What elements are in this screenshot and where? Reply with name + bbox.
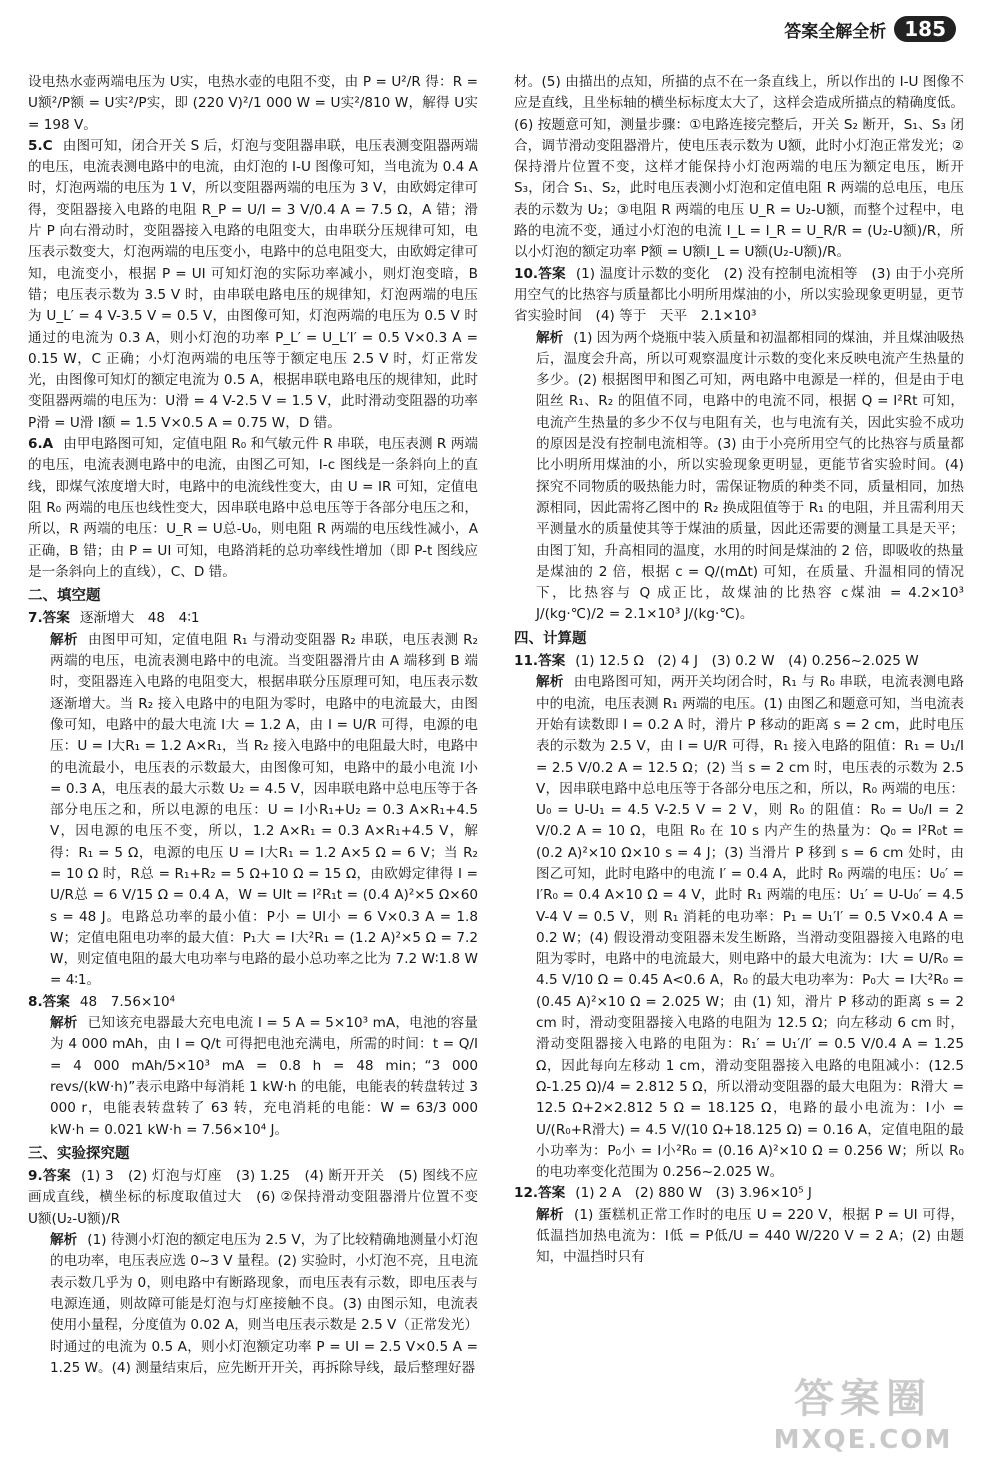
text-paragraph: [514, 72, 964, 264]
paragraph-text: 由图甲可知，定值电阻 R₁ 与滑动变阻器 R₂ 串联，电压表测 R₂ 两端的电压，电流表测电路中的电流。当变阻器滑片由 A 端移到 B 端时，变阻器连入电路的电阻变大，根据串联分压原理可知，电压表示数逐渐增大。当 R₂ 接入电路中的电阻为零时，电路中的电流最大，由图像可知，电路中的最大电流 I大 = 1.2 A，由 I = U/R 可得，电源的电压：U = I大R₁ = 1.2 A×R₁，当 R₂ 接入电路中的电阻最大时，电路中的电流最小，电压表的示数最大，由图像可知，电路中的最小电流 I小 = 0.3 A，电压表的最大示数 U₂ = 4.5 V，因串联电路中总电压等于各部分电压之和，所以电源的电压：U = I小R₁+U₂ = 0.3 A×R₁+4.5 V，因电源的电压不变，所以，1.2 A×R₁ = 0.3 A×R₁+4.5 V，解得：R₁ = 5 Ω，电源的电压 U = I大R₁ = 1.2 A×5 Ω = 6 V；当 R₂ = 10 Ω 时，R总 = R₁+R₂ = 5 Ω+10 Ω = 15 Ω，由欧姆定律得 I = U/R总 = 6 V/15 Ω = 0.4 A，W = UIt = I²R₁t = (0.4 A)²×5 Ω×60 s = 48 J。电路总功率的最小值：P小 = UI小 = 6 V×0.3 A = 1.8 W；定值电阻电功率的最大值：P₁大 = I大²R₁ = (1.2 A)²×5 Ω = 7.2 W，则定值电阻的最大电功率与电路的最小总功率之比为 7.2 W∶1.8 W = 4∶1。: [50, 631, 478, 989]
question-label: 解析: [50, 631, 78, 648]
answer-paragraph: [28, 992, 478, 1013]
paragraph-text: 逐渐增大 48 4∶1: [79, 610, 200, 627]
right-column: [514, 72, 964, 1269]
section-heading: 四、计算题: [514, 630, 587, 647]
answer-paragraph: [28, 1166, 492, 1230]
paragraph-text: (1) 蛋糕机正常工作时的电压 U = 220 V，根据 P = UI 可得，低温挡加热电流为：I低 = P低/U = 440 W/220 V = 2 A；(2) 由题知，中温挡时只有: [536, 1206, 965, 1266]
answer-paragraph: [28, 434, 478, 583]
answer-paragraph: [514, 328, 964, 626]
question-label: 10.答案: [514, 265, 566, 282]
watermark-url: MXQE.COM: [773, 1425, 953, 1455]
question-label: 7.答案: [28, 610, 70, 627]
answer-paragraph: [28, 608, 478, 629]
watermark-text: 答案圈: [794, 1376, 932, 1422]
paragraph-text: 由图可知，闭合开关 S 后，灯泡与变阻器串联，电压表测变阻器两端的电压，电流表测电路中的电流，由灯泡的 I-U 图像可知，当电流为 0.4 A 时，灯泡两端的电压为 1 V，所以变阻器两端的电压为 3 V，由欧姆定律可得，变阻器接入电路的电阻 R_P = U/I = 3 V/0.4 A = 7.5 Ω，A 错；滑片 P 向右滑动时，变阻器接入电路的电阻变大，由串联分压规律可知，电压表示数变大，灯泡两端的电压变小，电路中的总电阻变大，由欧姆定律可知，电流变小，根据 P = UI 可知灯泡的实际功率减小，则灯泡变暗，B 错；电压表示数为 3.5 V 时，由串联电路电压的规律知，灯泡两端的电压为 U_L′ = 4 V-3.5 V = 0.5 V，由图像可知，灯泡两端的电压为 0.5 V 时通过的电流为 0.3 A，则小灯泡的功率 P_L′ = U_L′I′ = 0.5 V×0.3 A = 0.15 W，C 正确；小灯泡两端的电压等于额定电压 2.5 V 时，灯正常发光，由图像可知灯的额定电流为 0.5 A，根据串联电路电压的规律知，此时变阻器两端的电压为：U滑 = 4 V-2.5 V = 1.5 V，此时滑动变阻器的功率 P滑 = U滑 I额 = 1.5 V×0.5 A = 0.75 W，D 错。: [28, 137, 478, 431]
paragraph-text: 材。(5) 由描出的点知，所描的点不在一条直线上，所以作出的 I-U 图像不应是直线，且坐标轴的横坐标标度太大了，这样会造成所描点的精确度低。(6) 按题意可知，测量步骤：①电路连接完整后，开关 S₂ 断开，S₁、S₃ 闭合，调节滑动变阻器滑片，使电压表示数为 U额，此时小灯泡正常发光；②保持滑片位置不变，这样才能保持小灯泡两端的电压为额定电压，断开 S₃，闭合 S₁、S₂，此时电压表测小灯泡和定值电阻 R 两端的总电压，电压表的示数为 U₂；③电阻 R 两端的电压 U_R = U₂-U额，而整个过程中，电路的电流不变，通过小灯泡的电流 I_L = I_R = U_R/R = (U₂-U额)/R，所以小灯泡的额定功率 P额 = U额I_L = U额(U₂-U额)/R。: [514, 74, 964, 261]
page-number: 185: [894, 16, 956, 42]
paragraph-text: (1) 3 (2) 灯泡与灯座 (3) 1.25 (4) 断开开关 (5) 图线不应画成直线，横坐标的标度取值过大 (6) ②保持滑动变阻器滑片位置不变 U额(U₂-U额)/R: [28, 1168, 492, 1227]
page-header: [784, 14, 956, 44]
question-label: 8.答案: [28, 993, 70, 1010]
paragraph-text: 48 7.56×10⁴: [79, 993, 176, 1010]
answer-paragraph: [514, 672, 964, 1183]
question-label: 6.A: [28, 436, 54, 453]
answer-paragraph: [514, 1183, 964, 1204]
question-label: 解析: [50, 1015, 78, 1032]
question-label: 11.答案: [514, 653, 566, 670]
watermark-logo: [768, 1373, 958, 1463]
question-label: 12.答案: [514, 1185, 566, 1202]
paragraph-text: (1) 2 A (2) 880 W (3) 3.96×10⁵ J: [575, 1185, 812, 1202]
question-label: 5.C: [28, 137, 53, 154]
paragraph-text: (1) 12.5 Ω (2) 4 J (3) 0.2 W (4) 0.256~2.025 W: [575, 653, 919, 670]
question-label: 解析: [536, 674, 564, 691]
paragraph-text: (1) 因为两个烧瓶中装入质量和初温都相同的煤油，并且煤油吸热后，温度会升高，所以可观察温度计示数的变化来反映电流产生热量的多少。(2) 根据图甲和图乙可知，两电路中电源是一样的，但是由于电阻丝 R₁、R₂ 的阻值不同，电路中的电流不同，根据 Q = I²Rt 可知，电流产生热量的多少不仅与电阻有关，也与电流有关，因此实验不成功的原因是没有控制电流相等。(3) 由于小亮所用空气的比热容与质量都比小明所用煤油的小，所以实验现象更明显，更能节省实验时间。(4) 探究不同物质的吸热能力时，需保证物质的种类不同，质量相同，加热源相同，因此需将乙图中的 R₂ 换成阻值等于 R₁ 的电阻，并且需利用天平测量水的质量使其等于煤油的质量，因此还需要的测量工具是天平；由图丁知，升高相同的温度，水用的时间是煤油的 2 倍，即吸收的热量是煤油的 2 倍，根据 c = Q/(mΔt) 可知，在质量、升温相同的情况下，比热容与 Q 成正比，故煤油的比热容 c煤油 = 4.2×10³ J/(kg·℃)/2 = 2.1×10³ J/(kg·℃)。: [536, 329, 964, 623]
answer-paragraph: [28, 1013, 478, 1141]
text-paragraph: [28, 72, 478, 136]
answer-paragraph: [514, 1205, 964, 1269]
question-label: 解析: [536, 329, 564, 346]
answer-paragraph: [514, 651, 964, 672]
paragraph-text: (1) 温度计示数的变化 (2) 没有控制电流相等 (3) 由于小亮所用空气的比热容与质量都比小明所用煤油的小，所以实验现象更明显，更节省实验时间 (4) 等于 天平 2.1×10³: [514, 265, 964, 325]
section-heading: 三、实验探究题: [28, 1145, 130, 1162]
paragraph-text: 由甲电路图可知，定值电阻 R₀ 和气敏元件 R 串联，电压表测 R 两端的电压，电流表测电路中的电流，由图乙可知，I-c 图线是一条斜向上的直线，即煤气浓度增大时，电路中的电流线性变大，由 U = IR 可知，定值电阻 R₀ 两端的电压也线性变大，因串联电路中总电压等于各部分电压之和，所以，R 两端的电压：U_R = U总-U₀，则电阻 R 两端的电压线性减小，A 正确，B 错；由 P = UI 可知，电路消耗的总功率线性增加（即 P-t 图线应是一条斜向上的直线），C、D 错。: [28, 436, 478, 580]
paragraph-text: (1) 待测小灯泡的额定电压为 2.5 V，为了比较精确地测量小灯泡的电功率，电压表应选 0~3 V 量程。(2) 实验时，小灯泡不亮，且电流表示数几乎为 0，则电路中有断路现象，而电压表有示数，即电压表与电源连通，则故障可能是灯泡与灯座接触不良。(3) 由图示知，电流表使用小量程，分度值为 0.02 A，则当电压表示数是 2.5 V（正常发光）时通过的电流为 0.5 A，则小灯泡额定功率 P = UI = 2.5 V×0.5 A = 1.25 W。(4) 测量结束后，应先断开开关，再拆除导线，最后整理好器: [50, 1232, 479, 1376]
question-label: 解析: [50, 1232, 78, 1249]
question-label: 9.答案: [28, 1168, 71, 1185]
answer-paragraph: [28, 136, 478, 434]
answer-paragraph: [28, 1230, 478, 1379]
paragraph-text: 已知该充电器最大充电电流 I = 5 A = 5×10³ mA，电池的容量为 4 000 mAh，由 I = Q/t 可得把电池充满电，所需的时间：t = Q/I = 4 000 mAh/5×10³ mA = 0.8 h = 48 min；“3 000 revs/(kW·h)”表示电路中每消耗 1 kW·h 的电能，电能表的转盘转过 3 000 r，电能表转盘转了 63 转，充电消耗的电能：W = 63/3 000 kW·h = 0.021 kW·h = 7.56×10⁴ J。: [50, 1015, 479, 1138]
left-column: [28, 72, 492, 1379]
paragraph-text: 设电热水壶两端电压为 U实，电热水壶的电阻不变，由 P = U²/R 得：R = U额²/P额 = U实²/P实，即 (220 V)²/1 000 W = U实²/810 W，解得 U实 = 198 V。: [28, 74, 478, 133]
section-heading: 二、填空题: [28, 588, 101, 605]
answer-paragraph: [514, 264, 964, 328]
header-title: 答案全解全析: [784, 21, 887, 42]
question-label: 解析: [536, 1206, 565, 1223]
paragraph-text: 由电路图可知，两开关均闭合时，R₁ 与 R₀ 串联，电流表测电路中的电流，电压表测 R₁ 两端的电压。(1) 由图乙和题意可知，当电流表开始有读数即 I = 0.2 A 时，滑片 P 移动的距离 s = 2 cm，此时电压表的示数为 2.5 V，由 I = U/R 可得，R₁ 接入电路的阻值：R₁ = U₁/I = 2.5 V/0.2 A = 12.5 Ω；(2) 当 s = 2 cm 时，电压表的示数为 2.5 V，因串联电路中总电压等于各部分电压之和，所以，R₀ 两端的电压：U₀ = U-U₁ = 4.5 V-2.5 V = 2 V，则 R₀ 的阻值：R₀ = U₀/I = 2 V/0.2 A = 10 Ω，电阻 R₀ 在 10 s 内产生的热量为：Q₀ = I²R₀t = (0.2 A)²×10 Ω×10 s = 4 J；(3) 当滑片 P 移到 s = 6 cm 处时，由图乙可知，此时电路中的电流 I′ = 0.4 A，此时 R₀ 两端的电压：U₀′ = I′R₀ = 0.4 A×10 Ω = 4 V，此时 R₁ 两端的电压：U₁′ = U-U₀′ = 4.5 V-4 V = 0.5 V，则 R₁ 消耗的电功率：P₁ = U₁′I′ = 0.5 V×0.4 A = 0.2 W；(4) 假设滑动变阻器未发生断路，当滑动变阻器接入电路的电阻为零时，电路中的电流最大，则电路中的最大电流为：I大 = U/R₀ = 4.5 V/10 Ω = 0.45 A<0.6 A，R₀ 的最大电功率为：P₀大 = I大²R₀ = (0.45 A)²×10 Ω = 2.025 W；由 (1) 知，滑片 P 移动的距离 s = 2 cm 时，滑动变阻器接入电路的电阻为 12.5 Ω；向左移动 6 cm 时，滑动变阻器接入电路的电阻为：R₁′ = U₁′/I′ = 0.5 V/0.4 A = 1.25 Ω，因此每向左移动 1 cm，滑动变阻器接入电路的电阻减小：(12.5 Ω-1.25 Ω)/4 = 2.812 5 Ω，所以滑动变阻器的最大电阻为：R滑大 = 12.5 Ω+2×2.812 5 Ω = 18.125 Ω，电路的最小电流为：I小 = U/(R₀+R滑大) = 4.5 V/(10 Ω+18.125 Ω) = 0.16 A，定值电阻的最小功率为：P₀小 = I小²R₀ = (0.16 A)²×10 Ω = 0.256 W；所以 R₀ 的电功率变化范围为 0.256~2.025 W。: [536, 674, 964, 1181]
answer-paragraph: [28, 630, 478, 992]
